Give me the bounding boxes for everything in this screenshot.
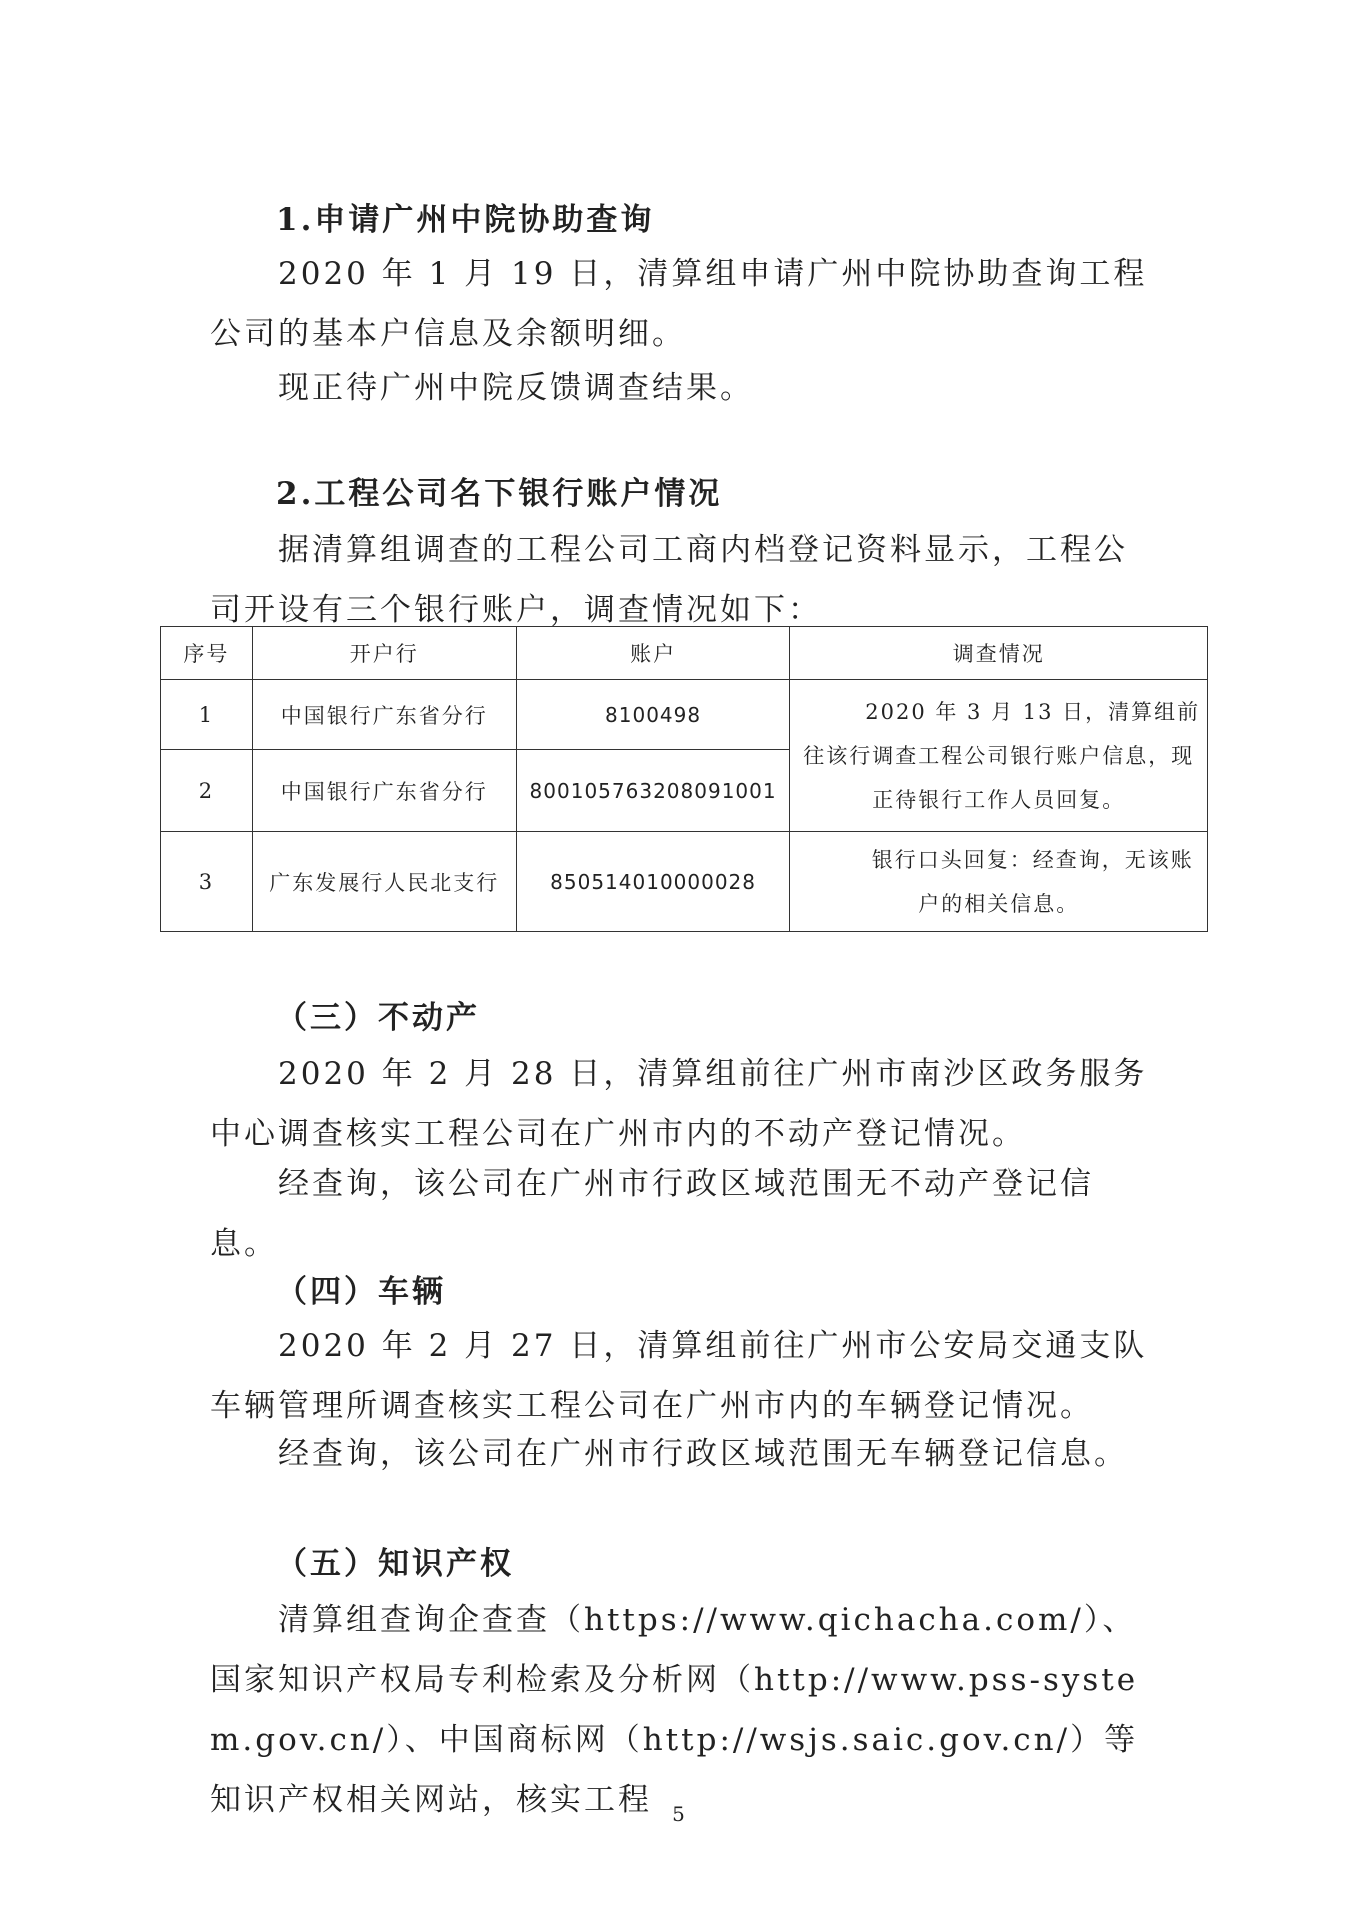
- section-heading: 2.工程公司名下银行账户情况: [276, 476, 723, 512]
- investigation-status: 银行口头回复：经查询，无该账户的相关信息。: [790, 832, 1208, 932]
- account-number: 850514010000028: [516, 832, 790, 932]
- bank-accounts-table: [160, 626, 1208, 932]
- bank-name: 中国银行广东省分行: [252, 750, 516, 832]
- paragraph: 2020 年 1 月 19 日，清算组申请广州中院协助查询工程公司的基本户信息及余额明细。: [210, 256, 1148, 352]
- paragraph: 据清算组调查的工程公司工商内档登记资料显示，工程公司开设有三个银行账户，调查情况如下：: [210, 532, 1128, 628]
- row-number: 1: [161, 680, 253, 750]
- paragraph: 经查询，该公司在广州市行政区域范围无车辆登记信息。: [278, 1436, 1128, 1472]
- account-number: 8100498: [516, 680, 790, 750]
- account-number: 800105763208091001: [516, 750, 790, 832]
- page-number: 5: [672, 1802, 685, 1826]
- table-row: [161, 832, 1208, 932]
- table-header-cell: 调查情况: [790, 627, 1208, 680]
- paragraph: 经查询，该公司在广州市行政区域范围无不动产登记信息。: [210, 1166, 1094, 1262]
- bank-name: 广东发展行人民北支行: [252, 832, 516, 932]
- row-number: 3: [161, 832, 253, 932]
- paragraph: 2020 年 2 月 28 日，清算组前往广州市南沙区政务服务中心调查核实工程公司在广州市内的不动产登记情况。: [210, 1056, 1148, 1152]
- section-heading: （三）不动产: [276, 1000, 480, 1036]
- table-header-cell: 账户: [516, 627, 790, 680]
- investigation-status: 2020 年 3 月 13 日，清算组前往该行调查工程公司银行账户信息，现正待银行工作人员回复。: [790, 680, 1208, 832]
- row-number: 2: [161, 750, 253, 832]
- table-row: [161, 680, 1208, 750]
- paragraph: 现正待广州中院反馈调查结果。: [278, 370, 754, 406]
- bank-name: 中国银行广东省分行: [252, 680, 516, 750]
- paragraph: 2020 年 2 月 27 日，清算组前往广州市公安局交通支队车辆管理所调查核实工程公司在广州市内的车辆登记情况。: [210, 1328, 1148, 1424]
- section-heading: （五）知识产权: [276, 1546, 514, 1582]
- section-heading: （四）车辆: [276, 1274, 446, 1310]
- table-header-cell: 序号: [161, 627, 253, 680]
- paragraph: 清算组查询企查查（https://www.qichacha.com/）、国家知识产权局专利检索及分析网（http://www.pss-system.gov.cn/）、中国商标网（http://wsjs.saic.gov.cn/）等知识产权相关网站，核实工程: [210, 1602, 1139, 1818]
- table-header-row: [161, 627, 1208, 680]
- table-header-cell: 开户行: [252, 627, 516, 680]
- section-heading: 1.申请广州中院协助查询: [276, 202, 655, 238]
